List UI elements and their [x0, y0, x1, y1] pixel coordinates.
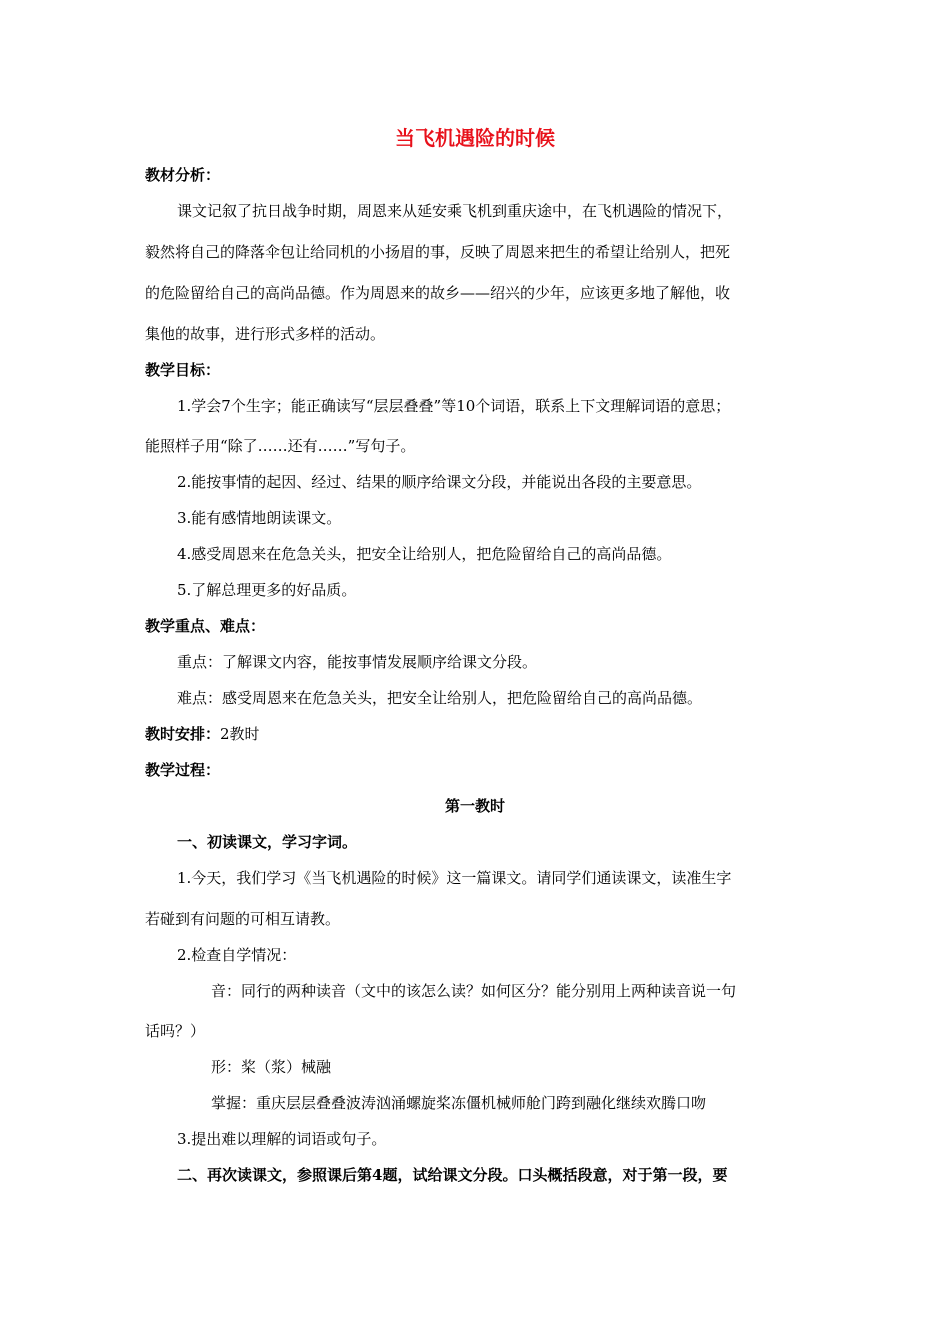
- step-item: 形：桨（浆）械融: [211, 1058, 332, 1076]
- step-item: 话吗？）: [145, 1022, 206, 1040]
- analysis-line: 课文记叙了抗日战争时期，周恩来从延安乘飞机到重庆途中，在飞机遇险的情况下，: [177, 202, 733, 220]
- goal-line: 1.学会7个生字；能正确读写“层层叠叠”等10个词语，联系上下文理解词语的意思；: [177, 397, 731, 415]
- step-item: 1.今天，我们学习《当飞机遇险的时候》这一篇课文。请同学们通读课文，读准生字: [177, 869, 732, 887]
- schedule: [145, 724, 260, 744]
- step-heading: 二、再次读课文，参照课后第4题，试给课文分段。口头概括段意，对于第一段，要: [177, 1166, 728, 1184]
- difficult-point: 难点：感受周恩来在危急关头，把安全让给别人，把危险留给自己的高尚品德。: [177, 689, 703, 707]
- step-item: 若碰到有问题的可相互请教。: [145, 910, 341, 928]
- goal-line: 2.能按事情的起因、经过、结果的顺序给课文分段，并能说出各段的主要意思。: [177, 473, 702, 491]
- step-item: 2.检查自学情况：: [177, 946, 297, 964]
- schedule-value: 2教时: [220, 725, 260, 743]
- analysis-line: 毅然将自己的降落伞包让给同机的小扬眉的事，反映了周恩来把生的希望让给别人，把死: [145, 243, 731, 261]
- lesson-title: 第一教时: [444, 797, 505, 815]
- step-item: 3.提出难以理解的词语或句子。: [177, 1130, 387, 1148]
- document-title: 当飞机遇险的时候: [395, 126, 555, 150]
- analysis-line: 的危险留给自己的高尚品德。作为周恩来的故乡——绍兴的少年，应该更多地了解他，收: [145, 284, 731, 302]
- step-item: 音：同行的两种读音（文中的该怎么读？如何区分？能分别用上两种读音说一句: [211, 982, 737, 1000]
- section-heading-analysis: 教材分析：: [145, 166, 221, 184]
- goal-line: 3.能有感情地朗读课文。: [177, 509, 342, 527]
- section-heading-process: 教学过程：: [145, 761, 221, 779]
- goal-line: 4.感受周恩来在危急关头，把安全让给别人，把危险留给自己的高尚品德。: [177, 545, 672, 563]
- step-heading: 一、初读课文，学习字词。: [177, 833, 358, 851]
- key-point: 重点：了解课文内容，能按事情发展顺序给课文分段。: [177, 653, 538, 671]
- section-heading-goals: 教学目标：: [145, 361, 221, 379]
- schedule-label: 教时安排：: [145, 725, 221, 743]
- goal-line: 能照样子用“除了……还有……”写句子。: [145, 437, 416, 455]
- goal-line: 5.了解总理更多的好品质。: [177, 581, 357, 599]
- section-heading-key-points: 教学重点、难点：: [145, 617, 266, 635]
- step-item: 掌握：重庆层层叠叠波涛汹涌螺旋桨冻僵机械师舱门跨到融化继续欢腾口吻: [211, 1094, 707, 1112]
- analysis-line: 集他的故事，进行形式多样的活动。: [145, 325, 386, 343]
